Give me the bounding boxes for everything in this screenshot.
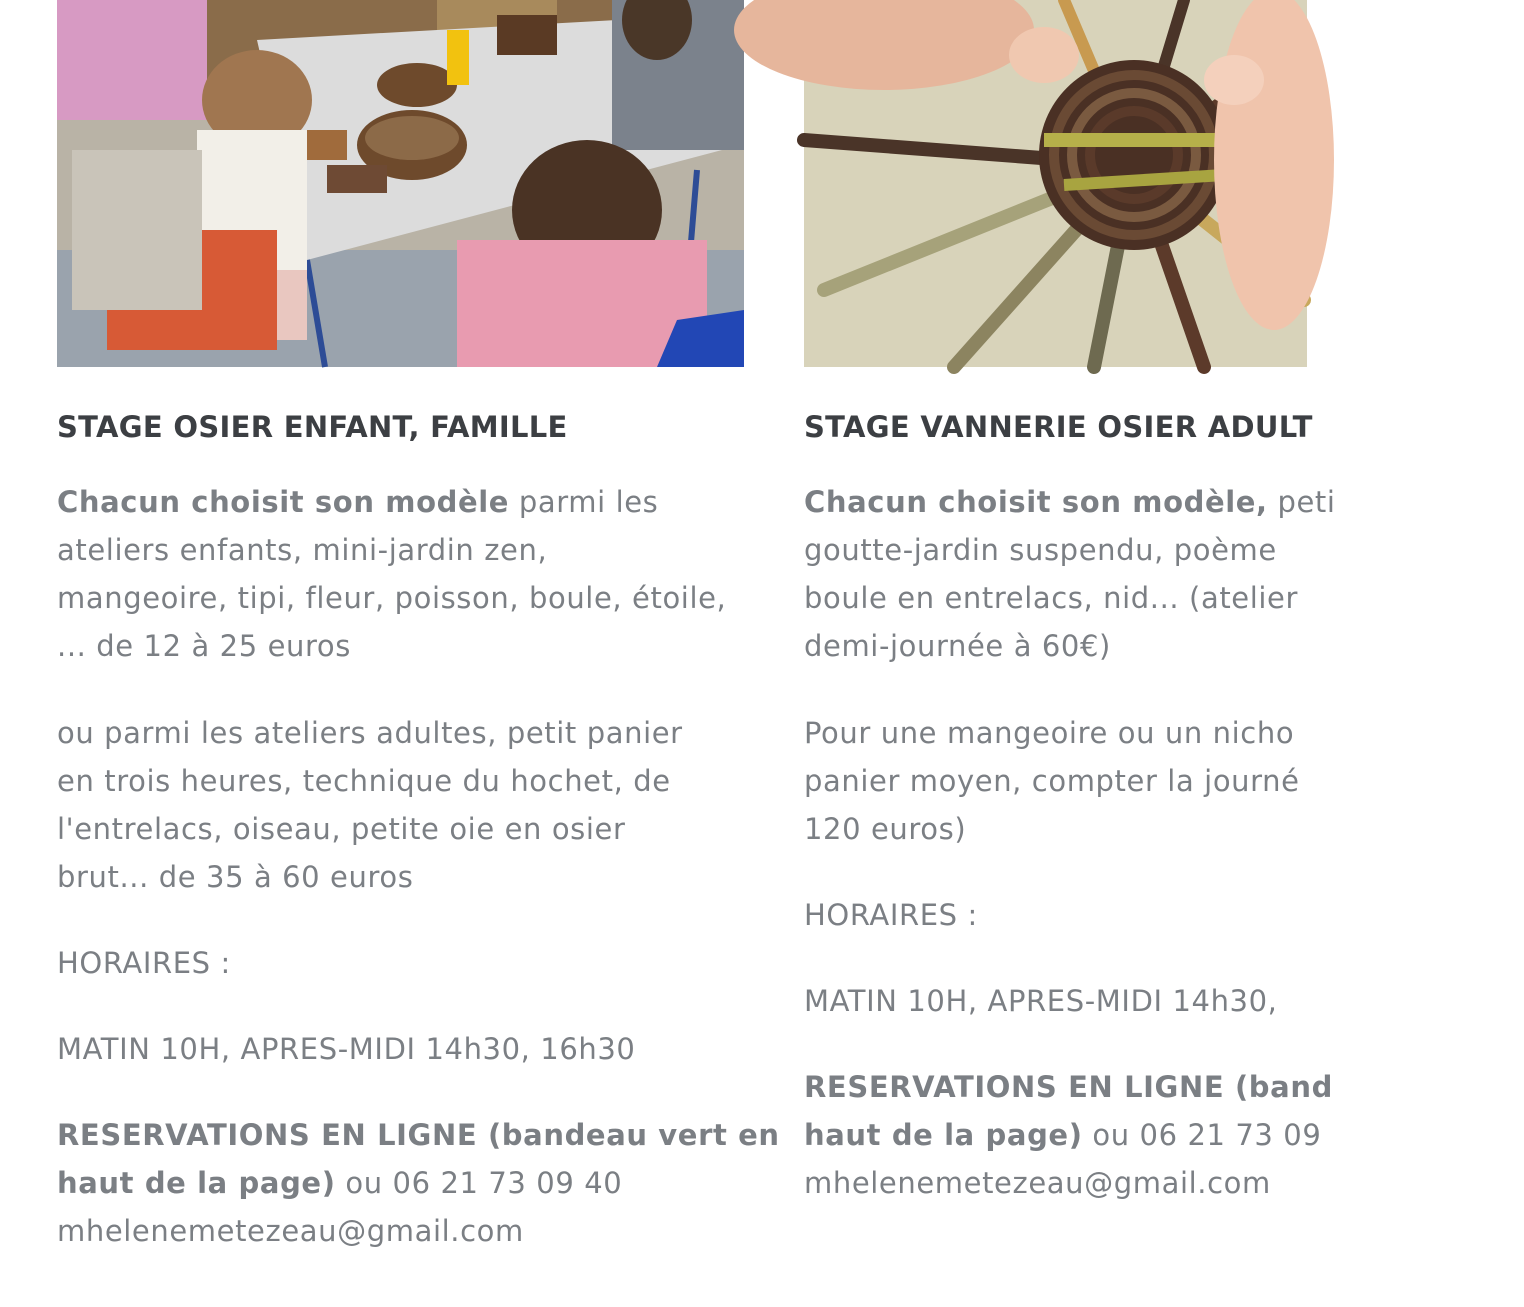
adult-line: 120 euros) (804, 812, 967, 846)
workshop-card-adult (804, 0, 1524, 1207)
children-workshop-photo (57, 0, 744, 367)
horaires-times: MATIN 10H, APRES-MIDI 14h30, (804, 984, 1278, 1018)
adult-line: l'entrelacs, oiseau, petite oie en osier (57, 812, 626, 846)
horaires-label: HORAIRES : (57, 946, 231, 980)
intro-line: goutte-jardin suspendu, poème (804, 533, 1277, 567)
reservation-line (804, 1111, 1524, 1159)
reservation-line (57, 1111, 780, 1159)
email-address[interactable]: mhelenemetezeau@gmail.com (57, 1214, 524, 1248)
intro-line: ... de 12 à 25 euros (57, 629, 351, 663)
adult-line: ou parmi les ateliers adultes, petit panier (57, 716, 683, 750)
adult-line: Pour une mangeoire ou un nicho (804, 716, 1295, 750)
intro-line: peti (1267, 485, 1336, 519)
intro-line: parmi les (509, 485, 659, 519)
workshop-card-children (57, 0, 780, 1255)
intro-line: demi-journée à 60€) (804, 629, 1111, 663)
workshop-intro (804, 478, 1524, 526)
workshop-intro (57, 478, 747, 526)
intro-bold: Chacun choisit son modèle, (804, 485, 1268, 519)
adult-line: en trois heures, technique du hochet, de (57, 764, 671, 798)
intro-line: boule en entrelacs, nid... (atelier (804, 581, 1299, 615)
adult-line: panier moyen, compter la journé (804, 764, 1300, 798)
workshop-title: STAGE OSIER ENFANT, FAMILLE (57, 410, 568, 444)
workshop-title: STAGE VANNERIE OSIER ADULT (804, 410, 1313, 444)
intro-line: ateliers enfants, mini-jardin zen, (57, 533, 548, 567)
reservation-line (804, 1063, 1524, 1111)
horaires-times: MATIN 10H, APRES-MIDI 14h30, 16h30 (57, 1032, 636, 1066)
wicker-weaving-photo (804, 0, 1307, 367)
adult-line: brut... de 35 à 60 euros (57, 860, 414, 894)
phone-number: ou 06 21 73 09 40 (335, 1166, 623, 1200)
phone-number: ou 06 21 73 09 (1082, 1118, 1322, 1152)
reservation-line (57, 1159, 747, 1207)
email-address[interactable]: mhelenemetezeau@gmail.com (804, 1166, 1271, 1200)
reservation-bold: RESERVATIONS EN LIGNE (bandeau vert en (57, 1118, 780, 1152)
intro-line: mangeoire, tipi, fleur, poisson, boule, étoile, (57, 581, 727, 615)
horaires-label: HORAIRES : (804, 898, 978, 932)
reservation-bold: haut de la page) (804, 1118, 1083, 1152)
reservation-bold: haut de la page) (57, 1166, 336, 1200)
reservation-bold: RESERVATIONS EN LIGNE (band (804, 1070, 1333, 1104)
intro-bold: Chacun choisit son modèle (57, 485, 510, 519)
